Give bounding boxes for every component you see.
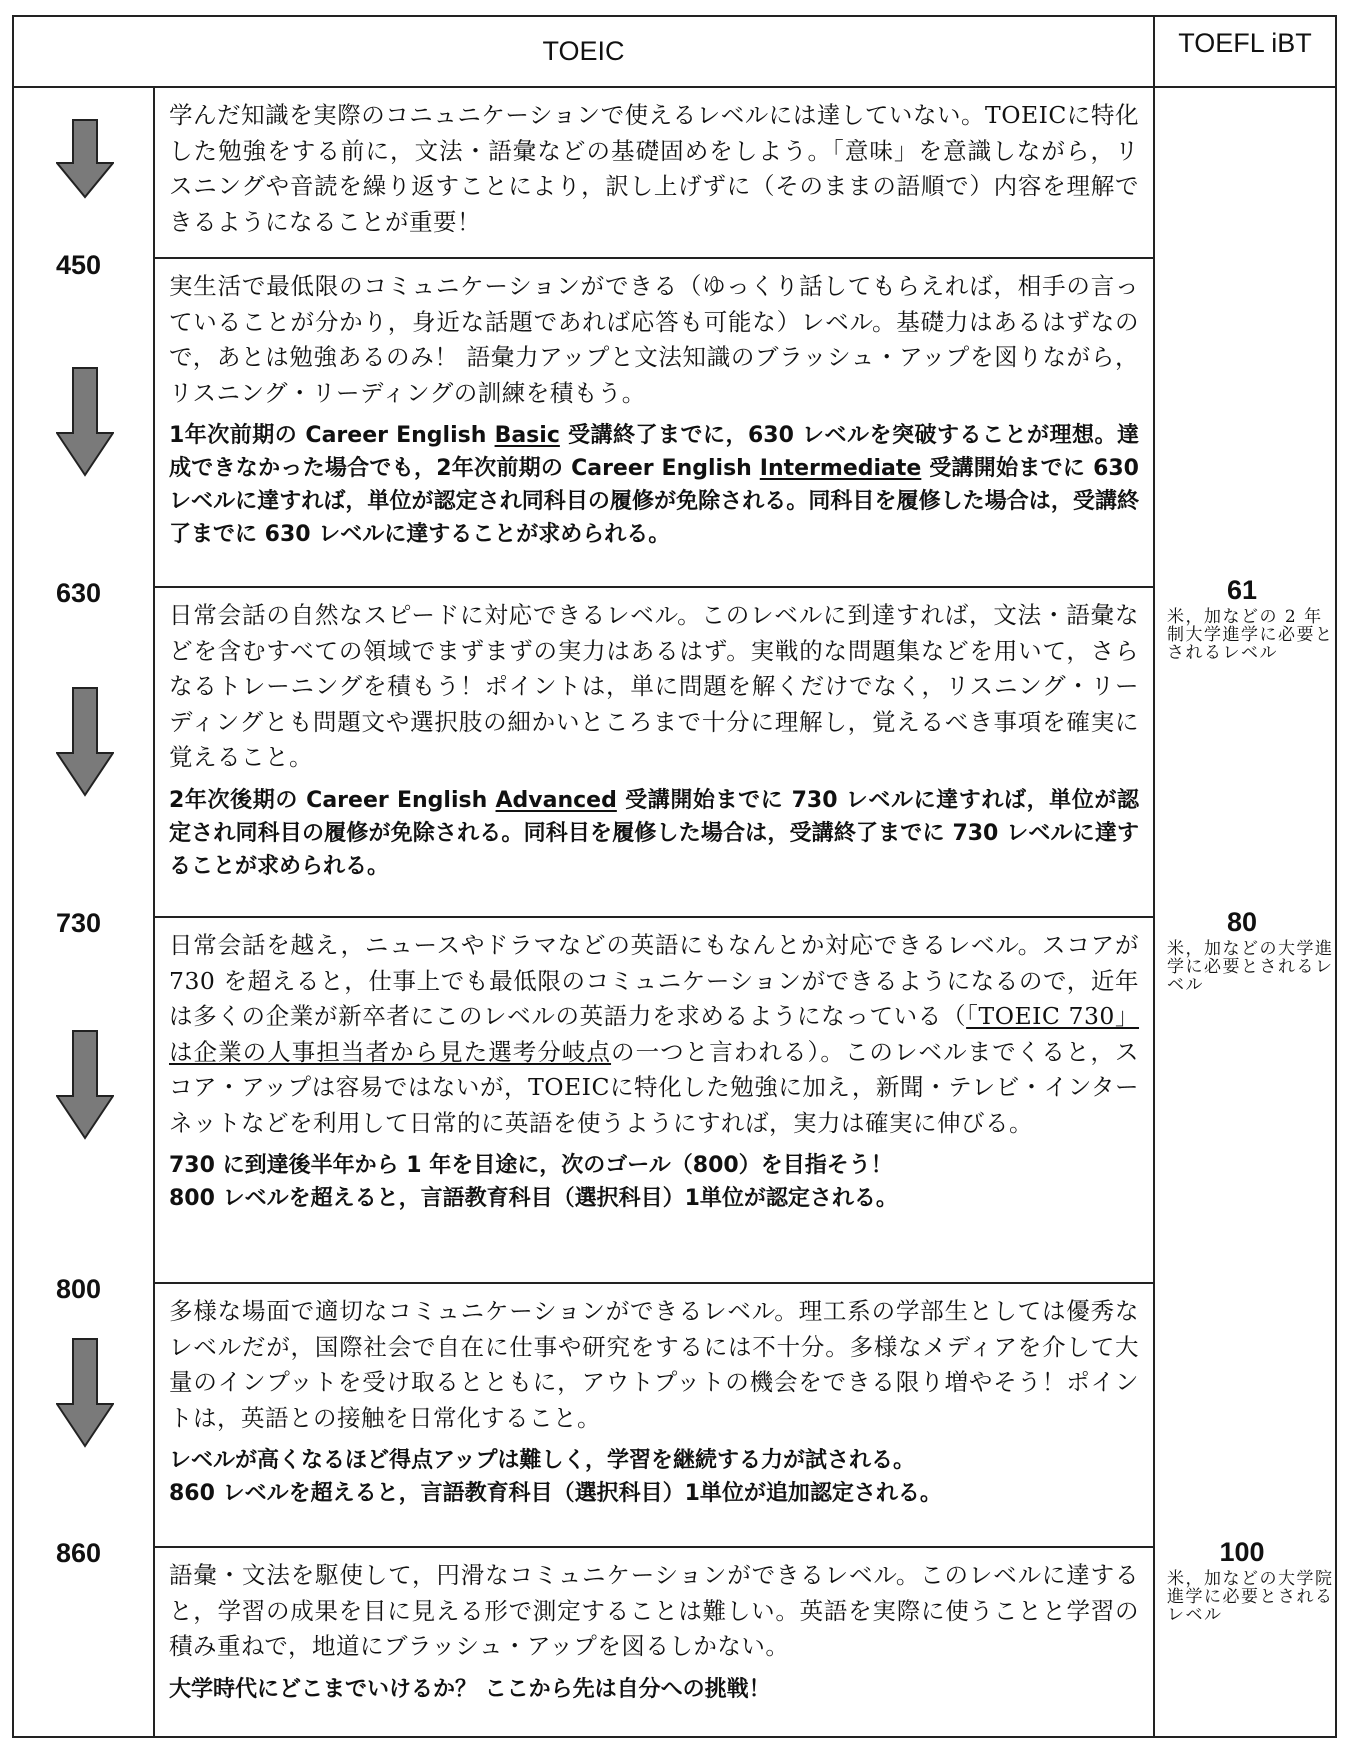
level-description: 語彙・文法を駆使して，円滑なコミュニケーションができるレベル。このレベルに達すると，学習の成果を目に見える形で測定することは難しい。英語を実際に使うことと学習の積み重ねで，地道にブラッシュ・アップを図るしかない。 (169, 1561, 1139, 1660)
level-row-630-730 (155, 588, 1153, 916)
level-row-730-800 (155, 918, 1153, 1282)
challenge-note: 大学時代にどこまでいけるか？ ここから先は自分への挑戦！ (169, 1676, 771, 1702)
toefl-score: 80 (1226, 907, 1258, 937)
down-arrow-icon (56, 1030, 114, 1140)
level-description: 実生活で最低限のコミュニケーションができる（ゆっくり話してもらえれば，相手の言っていることが分かり，身近な話題であれば応答も可能な）レベル。基礎力はあるはずなので，あとは勉強あるのみ！ 語彙力アップと文法知識のブラッシュ・アップを図りながら，リスニング・リーディングの訓練を積もう。 (169, 272, 1139, 407)
course-name-intermediate: Intermediate (759, 456, 922, 481)
credit-note: 2年次後期の Career English Advanced 受講開始までに 730 レベルに達すれば，単位が認定され同科目の履修が免除される。同科目を履修した場合は，受講終了までに 730 レベルに達することが求められる。 (169, 787, 1139, 879)
level-row-450-630 (155, 259, 1153, 586)
toefl-column-divider (1153, 15, 1155, 1738)
header-toeic: TOEIC (542, 35, 625, 66)
level-description: 多様な場面で適切なコミュニケーションができるレベル。理工系の学部生としては優秀なレベルだが，国際社会で自在に仕事や研究をするには不十分。多様なメディアを介して大量のインプットを受け取るとともに，アウトプットの機会をできる限り増やそう！ポイントは，英語との接触を日常化すること。 (169, 1297, 1139, 1432)
toefl-description: 米，加などの 2 年制大学進学に必要とされるレベル (1167, 607, 1334, 663)
level-row-below-450 (155, 88, 1153, 257)
table-bottom-border (12, 1736, 1337, 1738)
down-arrow-icon (56, 367, 114, 477)
toeic-toefl-level-table (12, 15, 1337, 1738)
credit-note: レベルが高くなるほど得点アップは難しく，学習を継続する力が試される。 860 レベルを超えると，言語教育科目（選択科目）1単位が追加認定される。 (169, 1448, 942, 1506)
toefl-level-61 (1155, 575, 1337, 662)
score-730: 730 (56, 908, 102, 938)
level-description: 学んだ知識を実際のコニュニケーションで使えるレベルには達していない。TOEICに特化した勉強をする前に，文法・語彙などの基礎固めをしよう。「意味」を意識しながら，リスニングや音読を繰り返すことにより，訳し上げずに（そのままの語順で）内容を理解できるようになることが重要！ (169, 101, 1139, 236)
toefl-score: 100 (1219, 1537, 1265, 1567)
score-630: 630 (56, 578, 102, 608)
down-arrow-icon (56, 119, 114, 199)
level-description: 日常会話の自然なスピードに対応できるレベル。このレベルに到達すれば，文法・語彙などを含むすべての領域でまずまずの実力はあるはず。実戦的な問題集などを用いて，さらなるトレーニングを積もう！ポイントは，単に問題を解くだけでなく，リスニング・リーディングとも問題文や選択肢の細かいところまで十分に理解し，覚えるべき事項を確実に覚えること。 (169, 601, 1139, 771)
level-row-above-860 (155, 1548, 1153, 1736)
course-name-advanced: Advanced (495, 787, 617, 813)
level-description: 日常会話を越え，ニュースやドラマなどの英語にもなんとか対応できるレベル。スコアが 730 を超えると，仕事上でも最低限のコミュニケーションができるようになるので，近年は多くの企業が新卒者にこのレベルの英語力を求めるようになっている（「TOEIC 730」は企業の人事担当者から見た選考分岐点の一つと言われる）。このレベルまでくると，スコア・アップは容易ではないが，TOEICに特化した勉強に加え，新聞・テレビ・インターネットなどを利用して日常的に英語を使うようにすれば，実力は確実に伸びる。 (169, 931, 1140, 1137)
selection-threshold-phrase: 「TOEIC 730」は企業の人事担当者から見た選考分岐点 (169, 1002, 1140, 1066)
credit-note: 730 に到達後半年から 1 年を目途に，次のゴール（800）を目指そう！ 800 レベルを超えると，言語教育科目（選択科目）1単位が認定される。 (169, 1153, 898, 1211)
header-toefl-ibt: TOEFL iBT (1178, 27, 1312, 58)
down-arrow-icon (56, 1338, 114, 1448)
score-800: 800 (56, 1274, 102, 1304)
course-name-basic: Basic (494, 423, 560, 448)
toefl-description: 米，加などの大学院進学に必要とされるレベル (1167, 1569, 1334, 1625)
toefl-level-80 (1155, 907, 1337, 994)
table-right-border (1335, 15, 1337, 1738)
toefl-score: 61 (1226, 575, 1258, 605)
score-450: 450 (56, 250, 102, 280)
toefl-level-100 (1155, 1537, 1337, 1624)
down-arrow-icon (56, 687, 114, 797)
credit-note: 1年次前期の Career English Basic 受講終了までに，630 レベルを突破することが理想。達成できなかった場合でも，2年次前期の Career English Intermediate 受講開始までに 630 レベルに達すれば，単位が認定され同科目の履修が免除される。同科目を履修した場合は，受講終了までに 630 レベルに達することが求められる。 (169, 423, 1139, 547)
level-row-800-860 (155, 1284, 1153, 1546)
score-860: 860 (56, 1538, 102, 1568)
toefl-description: 米，加などの大学進学に必要とされるレベル (1167, 939, 1334, 995)
